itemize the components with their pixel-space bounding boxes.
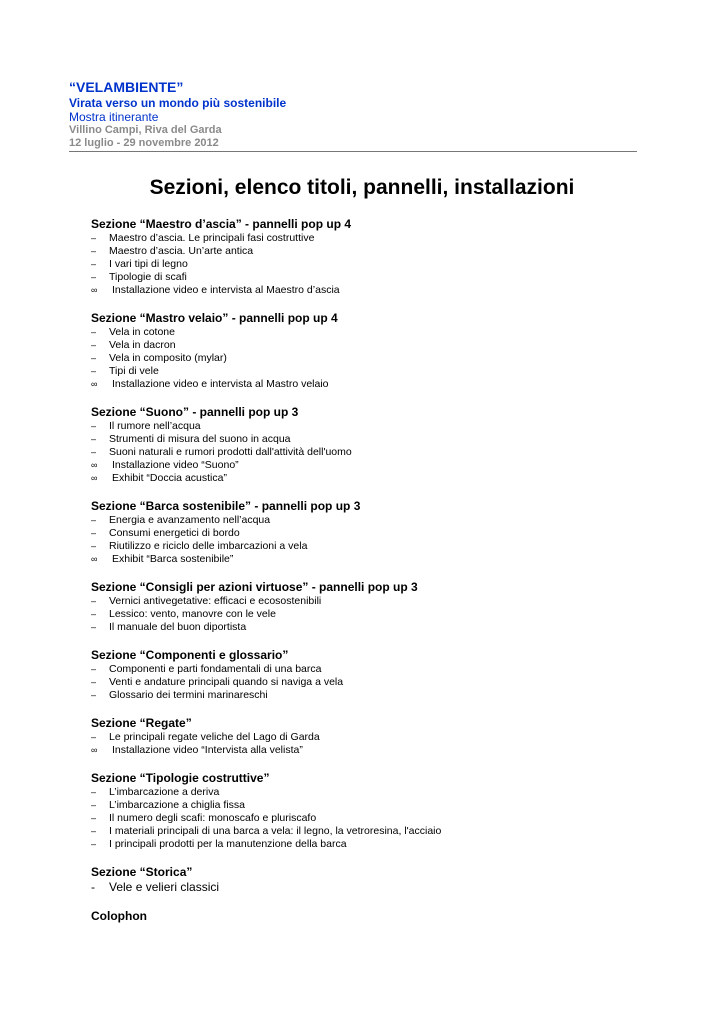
list-item-text: I principali prodotti per la manutenzione della barca [109, 838, 347, 850]
list-item-text: L’imbarcazione a deriva [109, 786, 220, 798]
list-item [91, 271, 651, 284]
list-item-text: Installazione video e intervista al Mastro velaio [112, 378, 329, 390]
infinity-bullet-icon: ∞ [91, 379, 98, 389]
list-item [91, 676, 651, 689]
section-barca-sostenibile [91, 499, 651, 566]
section-title: Sezione “Suono” - pannelli pop up 3 [91, 405, 299, 419]
section-title: Sezione “Maestro d’ascia” - pannelli pop up 4 [91, 217, 352, 231]
infinity-bullet-icon: ∞ [91, 554, 98, 564]
list-item-text: Lessico: vento, manovre con le vele [109, 608, 276, 620]
list-item-text: Exhibit “Doccia acustica” [112, 472, 227, 484]
dash-bullet-icon: – [91, 434, 97, 444]
list-item-text: Tipi di vele [109, 365, 159, 377]
list-item-text: I vari tipi di legno [109, 258, 188, 270]
list-item-text: Riutilizzo e riciclo delle imbarcazioni a vela [109, 540, 308, 552]
infinity-bullet-icon: ∞ [91, 473, 98, 483]
list-item-text: Consumi energetici di bordo [109, 527, 240, 539]
section-title: Sezione “Mastro velaio” - pannelli pop up 4 [91, 311, 338, 325]
dash-bullet-icon: – [91, 340, 97, 350]
section-tipologie [91, 771, 651, 851]
list-item-text: Il numero degli scafi: monoscafo e pluriscafo [109, 812, 317, 824]
list-item-text: Le principali regate veliche del Lago di Garda [109, 731, 320, 743]
exhibition-location: Villino Campi, Riva del Garda [69, 124, 222, 136]
hyphen-bullet-icon: - [91, 880, 95, 894]
section-title: Sezione “Storica” [91, 865, 193, 879]
list-item [91, 621, 651, 634]
dash-bullet-icon: – [91, 690, 97, 700]
list-item [91, 365, 651, 378]
dash-bullet-icon: – [91, 447, 97, 457]
document-header [69, 80, 637, 150]
list-item-text: Vernici antivegetative: efficaci e ecosostenibili [109, 595, 322, 607]
list-item [91, 825, 651, 838]
list-item-text: Exhibit “Barca sostenibile” [112, 553, 234, 565]
list-item [91, 595, 651, 608]
page-title: Sezioni, elenco titoli, pannelli, installazioni [149, 176, 575, 199]
list-item [91, 232, 651, 245]
list-item [91, 258, 651, 271]
list-item [91, 284, 651, 297]
section-mastro-velaio [91, 311, 651, 391]
dash-bullet-icon: – [91, 622, 97, 632]
list-item [91, 731, 651, 744]
dash-bullet-icon: – [91, 272, 97, 282]
list-item [91, 459, 651, 472]
list-item-text: Il rumore nell’acqua [109, 420, 201, 432]
list-item-text: Componenti e parti fondamentali di una barca [109, 663, 322, 675]
list-item-text: Vela in composito (mylar) [109, 352, 227, 364]
list-item [91, 608, 651, 621]
list-item [91, 433, 651, 446]
list-item-text: L’imbarcazione a chiglia fissa [109, 799, 245, 811]
list-item-text: Installazione video e intervista al Maestro d’ascia [112, 284, 340, 296]
list-item-text: Suoni naturali e rumori prodotti dall'attività dell'uomo [109, 446, 352, 458]
list-item-text: Vela in dacron [109, 339, 176, 351]
dash-bullet-icon: – [91, 528, 97, 538]
dash-bullet-icon: – [91, 839, 97, 849]
list-item [91, 799, 651, 812]
section-maestro-dascia [91, 217, 651, 297]
section-storica [91, 865, 651, 895]
colophon-heading: Colophon [91, 909, 147, 923]
section-consigli [91, 580, 651, 634]
list-item [91, 527, 651, 540]
dash-bullet-icon: – [91, 421, 97, 431]
section-regate [91, 716, 651, 757]
list-item-text: Il manuale del buon diportista [109, 621, 247, 633]
infinity-bullet-icon: ∞ [91, 285, 98, 295]
list-item [91, 812, 651, 825]
dash-bullet-icon: – [91, 826, 97, 836]
sections-list [91, 217, 651, 923]
section-componenti [91, 648, 651, 702]
list-item [91, 352, 651, 365]
section-title: Sezione “Consigli per azioni virtuose” - pannelli pop up 3 [91, 580, 418, 594]
dash-bullet-icon: – [91, 609, 97, 619]
dash-bullet-icon: – [91, 732, 97, 742]
list-item [91, 838, 651, 851]
infinity-bullet-icon: ∞ [91, 460, 98, 470]
dash-bullet-icon: – [91, 353, 97, 363]
list-item-text: Strumenti di misura del suono in acqua [109, 433, 291, 445]
list-item-text: Installazione video “Suono” [112, 459, 239, 471]
dash-bullet-icon: – [91, 787, 97, 797]
dash-bullet-icon: – [91, 541, 97, 551]
list-item [91, 378, 651, 391]
list-item-text: Maestro d’ascia. Un’arte antica [109, 245, 254, 257]
list-item-text: Maestro d’ascia. Le principali fasi costruttive [109, 232, 315, 244]
dash-bullet-icon: – [91, 664, 97, 674]
list-item [91, 472, 651, 485]
list-item [91, 339, 651, 352]
list-item-text: Glossario dei termini marinareschi [109, 689, 268, 701]
exhibition-dates: 12 luglio - 29 novembre 2012 [69, 137, 219, 149]
list-item-text: Energia e avanzamento nell’acqua [109, 514, 271, 526]
list-item-text: Venti e andature principali quando si naviga a vela [109, 676, 344, 688]
exhibition-title: “VELAMBIENTE” [69, 79, 184, 95]
exhibition-subtitle: Virata verso un mondo più sostenibile [69, 96, 287, 110]
list-item-text: Vela in cotone [109, 326, 175, 338]
dash-bullet-icon: – [91, 327, 97, 337]
list-item [91, 786, 651, 799]
dash-bullet-icon: – [91, 515, 97, 525]
dash-bullet-icon: – [91, 233, 97, 243]
list-item [91, 420, 651, 433]
dash-bullet-icon: – [91, 677, 97, 687]
list-item-text: Installazione video “Intervista alla velista” [112, 744, 303, 756]
list-item [91, 880, 651, 895]
section-title: Sezione “Componenti e glossario” [91, 648, 289, 662]
list-item [91, 553, 651, 566]
list-item [91, 663, 651, 676]
list-item [91, 446, 651, 459]
dash-bullet-icon: – [91, 800, 97, 810]
dash-bullet-icon: – [91, 813, 97, 823]
header-divider [69, 151, 637, 152]
exhibition-type: Mostra itinerante [69, 110, 159, 124]
list-item-text: Vele e velieri classici [109, 880, 220, 894]
section-title: Sezione “Barca sostenibile” - pannelli pop up 3 [91, 499, 361, 513]
list-item [91, 689, 651, 702]
dash-bullet-icon: – [91, 259, 97, 269]
list-item [91, 514, 651, 527]
list-item [91, 540, 651, 553]
section-title: Sezione “Tipologie costruttive” [91, 771, 270, 785]
list-item-text: Tipologie di scafi [109, 271, 187, 283]
list-item-text: I materiali principali di una barca a vela: il legno, la vetroresina, l'acciaio [109, 825, 442, 837]
infinity-bullet-icon: ∞ [91, 745, 98, 755]
list-item [91, 326, 651, 339]
dash-bullet-icon: – [91, 596, 97, 606]
dash-bullet-icon: – [91, 246, 97, 256]
section-title: Sezione “Regate” [91, 716, 192, 730]
section-suono [91, 405, 651, 485]
list-item [91, 744, 651, 757]
dash-bullet-icon: – [91, 366, 97, 376]
list-item [91, 245, 651, 258]
